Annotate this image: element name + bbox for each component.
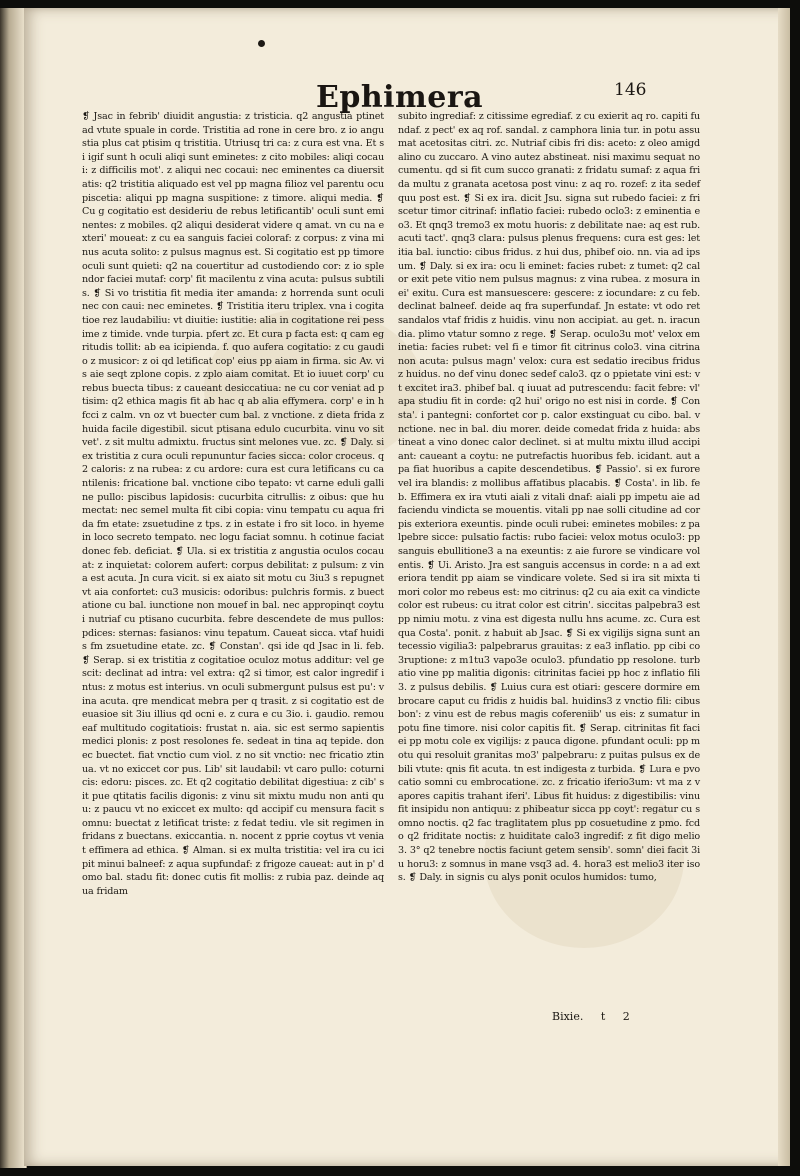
book-spine <box>0 8 27 1168</box>
text-column-left: ❡ Jsac in febrib' diuidit angustia: z tristicia. q2 angustia ptinet ad vtute spuale in corde. Tristitia ad rone in cere bro. z io angustia plus cat ptisim q tristitia. Utriusq tri ca: z cura est vna. Et si igif sunt h oculi aliqi sunt eminetes: z cito mobiles: aliqi cocaui: z difficilis mot'. z aliqui nec cocaui: nec eminentes ca diuersitatis: q2 tristitia aliquado est vel pp magna filioz vel parentu ocupiscetia: aliqui pp magna suspitione: z timore. aliqui media. ❡ Cu g cogitatio est desideriu de rebus letificantib' oculi sunt eminentes: z mobiles. q2 aliqui desiderat videre q amat. vn cu na exteri' moueat: z cu ea sanguis faciei coloraf: z corpus: z vina minus acuta solito: z pulsus magnus est. Si cogitatio est pp timore oculi sunt quieti: q2 na couertitur ad custodiendo cor: z io splendor faciei mutaf: corp' fit macilentu z vina acuta: pulsus subtilis. ❡ Si vo tristitia fit media iter amanda: z horrenda sunt oculi nec con caui: nec eminetes. ❡ Tristitia iteru triplex. vna i cogitatioe rez laudabiliu: vt diuitie: iustitie: alia in cogitatione rei pessime z timide. vnde turpia. pfert zc. Et cura p facta est: q cam egritudis tollit: ab ea icipienda. f. quo aufera cogitatio: z cu gaudio z musicor: z oi qd letificat cop' eius pp aiam in firma. sic Av. vis aie seqt zplone copis. z zplo aiam comitat. Et io iuuet corp' cu rebus buecta tibus: z caueant desiccatiua: ne cu cor veniat ad ptisim: q2 ethica magis fit ab hac q ab alia effymera. corp' e in h fcci z calm. vn oz vt buecter cum bal. z vnctione. z dieta frida z huida facile digestibil. sicut ptisana edulo cucurbita. vinu vo sit vet'. z sit multu admixtu. fructus sint melones vue. zc. ❡ Daly. si ex tristitia z cura oculi repununtur facies sicca: color croceus. q2 caloris: z na rubea: z cu ardore: cura est cura letificans cu cantilenis: fricatione bal. vnctione cibo tepato: vt carne eduli galline pullo: piscibus lapidosis: cucurbita citrullis: z oibus: que humectat: nec semel multa fit cibi copia: vinu tempatu cu aqua frida fm etate: zsuetudine z tps. z in estate i fro sit loco. in hyeme in loco secreto tempato. nec logu faciat somnu. h cotinue faciat donec feb. deficiat. ❡ Ula. si ex tristitia z angustia oculos cocauat: z inquietat: colorem aufert: corpus debilitat: z pulsum: z vina est acuta. Jn cura vicit. si ex aiato sit motu cu 3iu3 s repugnet vt aia confortet: cu3 musicis: odoribus: pulchris formis. z buectatione cu bal. iunctione non mouef in bal. nec appropinqt coytui nutriaf cu ptisano cucurbita. febre descendete de mus pullos: pdices: sternas: fasianos: vinu tepatum. Caueat sicca. vtaf huidis fm zsuetudine etate. zc. ❡ Constan'. qsi ide qd Jsac in li. feb. ❡ Serap. si ex tristitia z cogitatioe oculoz motus additur: vel gescit: declinat ad intra: vel extra: q2 si timor, est calor ingredif intus: z motus est interius. vn oculi submergunt pulsus est pu': vina acuta. qre mendicat mebra per q trasit. z si cogitatio est de euasioe sit 3iu illius qd ocni e. z cura e cu 3io. i. gaudio. remoueaf multitudo cogitatiois: frustat n. aia. sic est sermo sapientis medici plonis: z post resolones fe. sedeat in tina aq tepide. donec buectet. fiat vnctio cum viol. z no sit vnctio: nec fricatio ztinua. vt no exiccet cor pus. Lib' sit laudabil: vt caro pullo: coturnicis: edoru: pisces. zc. Et q2 cogitatio debilitat digestiua: z cib' sit pue qtitatis facilis digonis: z vinu sit mixtu mudu non anti quu: z paucu vt no exiccet ex multo: qd accipif cu mensura facit somnu: buectat z letificat triste: z fedat tediu. vle sit regimen in fridans z buectans. exiccantia. n. nocent z pprie coytus vt veniat effimera ad ethica. ❡ Alman. si ex multa tristitia: vel ira cu icipit minui balneef: z aqua supfundaf: z frigoze caueat: aut in p' domo bal. stadu fit: donec cutis fit mollis: z rubia paz. deinde aqua fridam <box>82 111 384 897</box>
signature-mark: Bixie. t 2 <box>552 1010 630 1023</box>
text-column-right: subito ingrediaf: z citissime egrediaf. z cu exierit aq ro. capiti fundaf. z pect' ex aq rof. sandal. z camphora linia tur. in potu assumat acetositas citri. zc. Nutriaf cibis fri dis: aceto: z oleo amigdalino cu zuccaro. A vino autez abstineat. nisi maximu sequat nocumentu. qd si fit cum succo granati: z fridatu sumaf: z aqua frida multu z granata acetosa post vinu: z aq ro. rozef: z ita sedef quu post est. ❡ Si ex ira. dicit Jsu. signa sut rubedo faciei: z fri scetur timor citrinaf: inflatio faciei: rubedo oclo3: z eminentia eo3. Et qnq3 tremo3 ex motu huoris: z debilitate nae: aq est rub. acuti tact'. qnq3 clara: pulsus plenus frequens: cura est ges: letitia bal. iunctio: cibus fridus. z hui dus, phibef oio. nn. via ad ipsum. ❡ Daly. si ex ira: ocu li eminet: facies rubet: z tumet: q2 calor exit pete vitio nem pulsus magnus: z vina rubea. z mosura in ei' exitu. Cura est mansuescere: gescere: z iocundare: z cu feb. declinat balneef. deide aq fra superfundaf. Jn estate: vt odo ret sandalos vtaf fridis z huidis. vinu non accipiat. au get. n. iracundia. plimo vtatur somno z rege. ❡ Serap. oculo3u mot' velox eminetia: facies rubet: vel fi e timor fit citrinus colo3. vina citrina non acuta: pulsus magn' velox: cura est sedatio irecibus fridus z huidus. no def vinu donec sedef calo3. qz o ppietate vini est: vt excitet ira3. phibef bal. q iuuat ad putrescendu: facit febre: vl' apa studiu fit in corde: q2 hui' origo no est nisi in corde. ❡ Consta'. i pantegni: confortet cor p. calor exstinguat cu cibo. bal. vnctione. nec in bal. diu morer. deide comedat frida z huida: abstineat a vino donec calor declinet. si at multu mixtu illud accipiant: caueant a coytu: ne putrefactis huoribus feb. icidant. aut apa fiat huoribus a capite descendetibus. ❡ Passio'. si ex furore vel ira blandis: z mollibus affatibus placabis. ❡ Costa'. in lib. feb. Effimera ex ira vtuti aiali z vitali dnaf: aiali pp impetu aie ad faciendu vindicta se mouentis. vitali pp nae solli citudine ad corpis exteriora exeuntis. pinde oculi rubei: eminetes mobiles: z palpebre sicce: pulsatio factis: rubo faciei: velox motus oculo3: pp sanguis ebullitione3 a na exeuntis: z aie furore se vindicare volentis. ❡ Ui. Aristo. Jra est sanguis accensus in corde: n a ad exteriora tendit pp aiam se vindicare volete. Sed si ira sit mixta timori color mo rebeus est: mo citrinus: q2 cu aia exit ca vindicte color est rubeus: cu itrat color est citrin'. siccitas palpebra3 est pp nimiu motu. z vina est digesta nullu hns acume. zc. Cura est qua Costa'. ponit. z habuit ab Jsac. ❡ Si ex vigilijs signa sunt antecessio vigilia3: palpebrarus grauitas: z ea3 inflatio. pp cibi co3ruptione: z m1tu3 vapo3e oculo3. pfundatio pp resolone. turbatio vine pp malitia digonis: citrinitas faciei pp hoc z inflatio fili3. z pulsus debilis. ❡ Luius cura est otiari: gescere dormire embrocare caput cu fridis z huidis bal. huidins3 z vnctio fili: cibus bon': z vinu est de rebus magis cofereniib' us eis: z sumatur in potu fine timore. nisi color capitis fit. ❡ Serap. citrinitas fit faciei pp motu cole ex vigilijs: z pauca digone. pfundant oculi: pp motu qui resoluit granitas mo3' palpebraru: z puitas pulsus ex debili vtute: qnis fit acuta. tn est indigesta z turbida. ❡ Lura e pvo catio somni cu embrocatione. zc. z fricatio iferio3um: vt ma z vapores capitis trahant iferi'. Libus fit huidus: z digestibilis: vinu fit insipidu non antiquu: z phibeatur sicca pp coyt': regatur cu somno noctis. q2 fac traglitatem plus pp cosuetudine z pmo. fcdo q2 friditate noctis: z huiditate calo3 ingredif: z fit digo melio3. 3° q2 tenebre noctis faciunt getem sensib'. somn' diei facit 3iu horu3: z somnus in mane vsq3 ad. 4. hora3 est melio3 iter isos. ❡ Daly. in signis cu alys ponit oculos humidos: tumo, <box>398 111 700 884</box>
folio-number: 146 <box>614 80 647 100</box>
page-edge <box>778 8 790 1166</box>
running-head: Ephimera <box>316 80 484 115</box>
ink-dot <box>258 40 265 47</box>
